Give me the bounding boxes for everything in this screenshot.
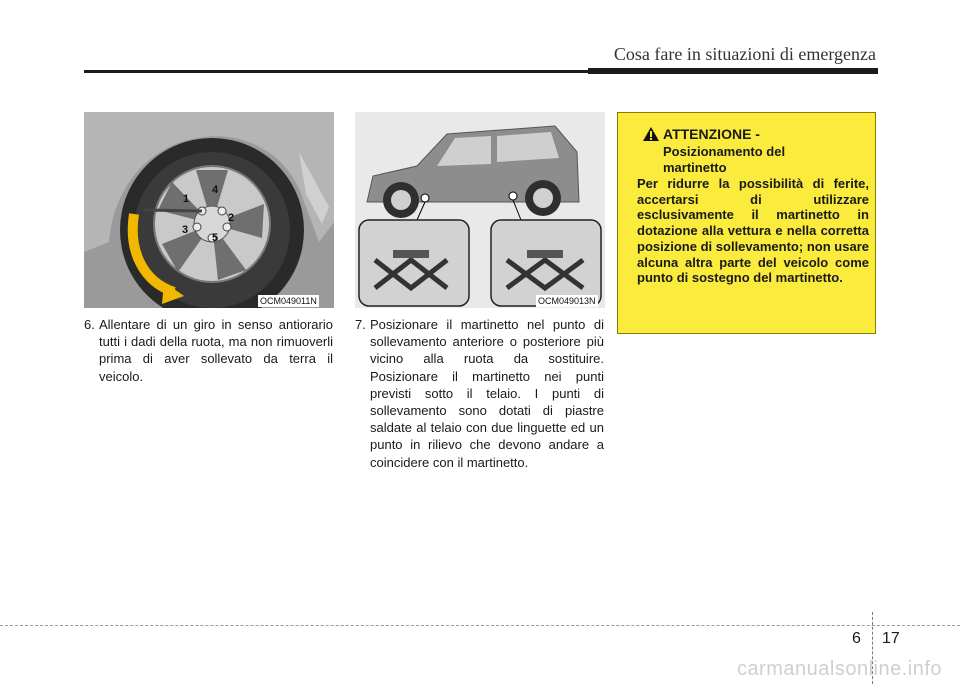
header-rule <box>84 70 878 73</box>
step-7 <box>355 316 604 471</box>
page-number: 17 <box>882 630 900 647</box>
nut-label-4: 4 <box>212 184 219 196</box>
footer-rule <box>0 625 960 626</box>
warning-body: Per ridurre la possibilità di ferite, accertarsi di utilizzare esclusivamente il martinetto in dotazione alla vettura e nella corretta posizione di sollevamento; non usare alcuna altra parte del veicolo come punto di sostegno del martinetto. <box>637 176 869 286</box>
page-header-title: Cosa fare in situazioni di emergenza <box>613 44 876 64</box>
nut-label-2: 2 <box>228 212 235 224</box>
warning-box <box>617 112 876 334</box>
wheel-nuts-figure <box>84 112 334 308</box>
nut-label-1: 1 <box>183 193 190 205</box>
nut-label-5: 5 <box>212 232 219 244</box>
step-text: Posizionare il martinetto nel punto di sollevamento anteriore o posteriore più vicino alla ruota da sostituire. Posizionare il martinetto nei punti previsti sotto il telaio. I punti di sollevamento sono dotati di piastre saldate al telaio con due linguette ed un punto in rilievo che devono andare a coincidere con il martinetto. <box>370 317 604 470</box>
warning-triangle-icon <box>643 127 659 141</box>
watermark: carmanualsonline.info <box>736 658 942 680</box>
step-number: 7. <box>355 317 366 332</box>
step-number: 6. <box>84 317 95 332</box>
step-6 <box>84 316 333 385</box>
nut-label-3: 3 <box>182 224 189 236</box>
jack-points-figure <box>355 112 605 308</box>
warning-subheading: Posizionamento del martinetto <box>663 144 786 175</box>
section-number: 6 <box>852 630 861 647</box>
step-text: Allentare di un giro in senso antiorario tutti i dadi della ruota, ma non rimuoverli prima di aver sollevato da terra il veicolo. <box>99 317 333 384</box>
figure-code: OCM049013N <box>538 296 596 306</box>
figure-code: OCM049011N <box>260 296 317 306</box>
warning-heading: ATTENZIONE - <box>663 126 760 142</box>
